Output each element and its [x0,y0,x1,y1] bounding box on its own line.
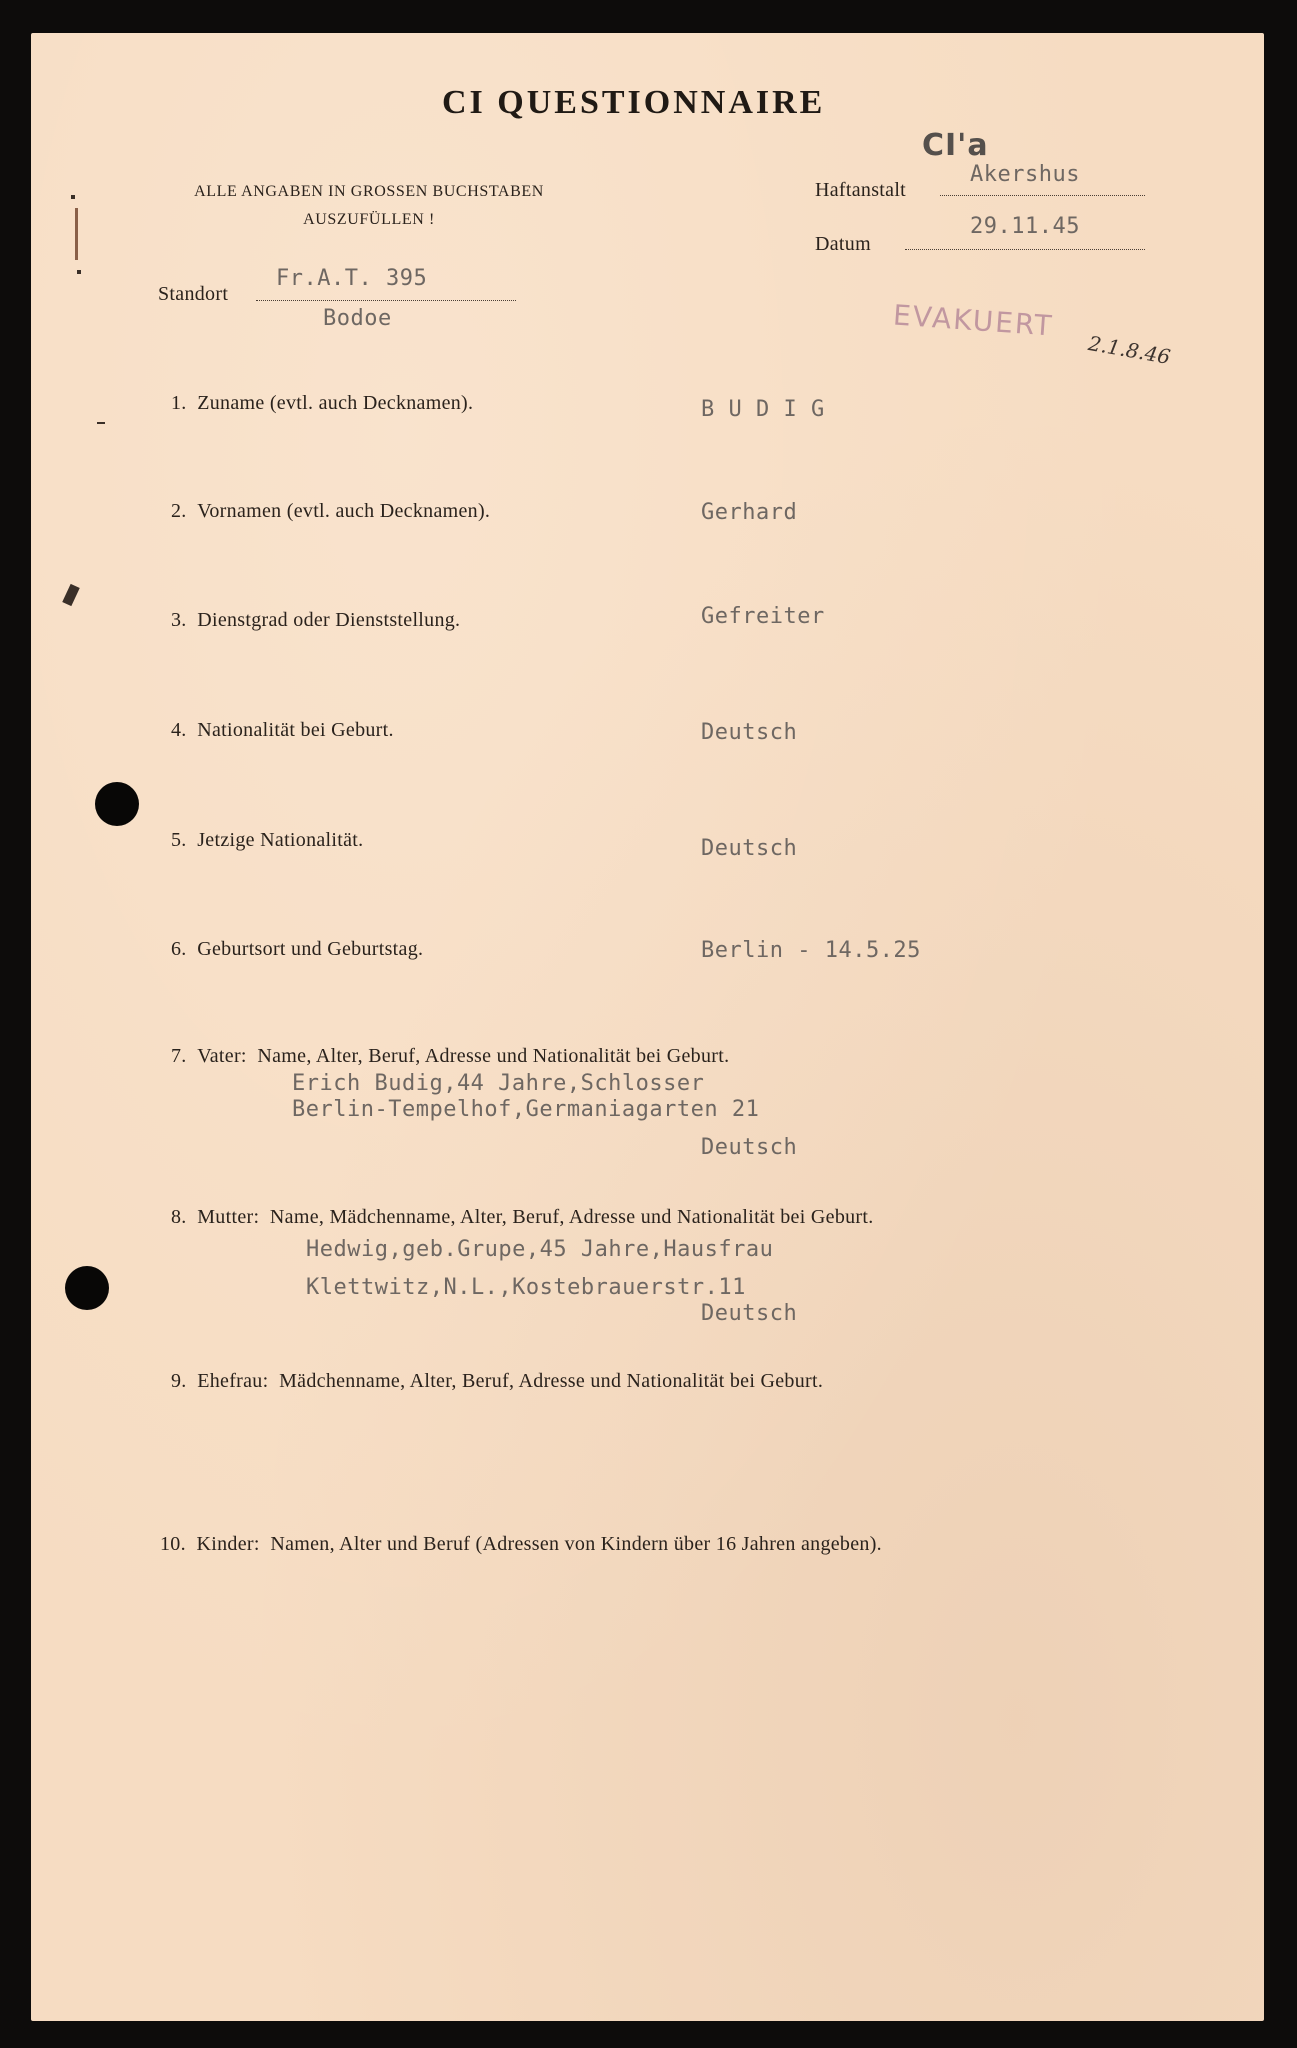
standort-value-line-1: Fr.A.T. 395 [276,266,428,291]
question-6 [171,938,423,961]
instruction-line-1: ALLE ANGABEN IN GROSSEN BUCHSTABEN [194,183,544,200]
question-number: 5. [171,829,187,851]
answer-6-birthplace-date: Berlin - 14.5.25 [701,938,921,963]
datum-value: 29.11.45 [970,214,1080,239]
question-number: 10. [160,1533,186,1555]
question-10 [160,1533,882,1556]
question-key: Mutter: [197,1206,260,1228]
answer-3-rank: Gefreiter [701,604,825,629]
punch-hole-lower [65,1266,109,1310]
form-title: CI QUESTIONNAIRE [442,84,826,121]
question-4 [171,719,394,742]
question-number: 3. [171,609,187,631]
question-number: 2. [171,500,187,522]
question-5 [171,829,363,852]
answer-8-mother-nationality: Deutsch [701,1301,798,1326]
question-label: Name, Alter, Beruf, Adresse und Nationalität bei Geburt. [257,1045,730,1067]
margin-mark [75,208,78,260]
answer-4-birth-nationality: Deutsch [701,720,798,745]
datum-label: Datum [815,233,871,255]
punch-hole-upper [95,782,139,826]
question-number: 6. [171,938,187,960]
question-7 [171,1045,729,1068]
question-label: Vornamen (evtl. auch Decknamen). [197,500,491,522]
instruction-line-2: AUSZUFÜLLEN ! [303,211,435,228]
answer-2-first-name: Gerhard [701,500,798,525]
evakuert-stamp: EVAKUERT [892,298,1055,343]
margin-mark [71,195,75,199]
haftanstalt-label: Haftanstalt [815,179,907,201]
margin-mark [97,422,105,424]
answer-7-father-line-2: Berlin-Tempelhof,Germaniagarten 21 [292,1097,760,1122]
ciq-annotation: CI'a [922,128,989,163]
answer-7-father-nationality: Deutsch [701,1135,798,1160]
answer-5-current-nationality: Deutsch [701,836,798,861]
answer-7-father-line-1: Erich Budig,44 Jahre,Schlosser [292,1071,705,1096]
answer-8-mother-line-1: Hedwig,geb.Grupe,45 Jahre,Hausfrau [306,1237,774,1262]
questionnaire-sheet [31,33,1264,2021]
question-number: 4. [171,719,187,741]
standort-line [256,300,516,301]
question-3 [171,609,460,632]
standort-value-line-2: Bodoe [323,306,392,331]
question-9 [171,1370,823,1393]
datum-line [905,249,1145,250]
question-label: Geburtsort und Geburtstag. [197,938,424,960]
answer-8-mother-line-2: Klettwitz,N.L.,Kostebrauerstr.11 [306,1275,746,1300]
question-label: Jetzige Nationalität. [197,829,364,851]
question-label: Namen, Alter und Beruf (Adressen von Kindern über 16 Jahren angeben). [270,1533,882,1555]
question-2 [171,500,490,523]
question-key: Kinder: [196,1533,260,1555]
question-key: Vater: [197,1045,247,1067]
standort-label: Standort [158,283,229,305]
question-number: 7. [171,1045,187,1067]
answer-1-surname: B U D I G [701,397,825,422]
question-label: Name, Mädchenname, Alter, Beruf, Adresse und Nationalität bei Geburt. [269,1206,874,1228]
question-label: Zuname (evtl. auch Decknamen). [197,392,474,414]
haftanstalt-line [940,195,1145,196]
question-8 [171,1206,874,1229]
question-1 [171,392,473,415]
question-label: Mädchenname, Alter, Beruf, Adresse und Nationalität bei Geburt. [279,1370,824,1392]
question-label: Dienstgrad oder Dienststellung. [197,609,461,631]
question-number: 8. [171,1206,187,1228]
question-number: 1. [171,392,187,414]
stamp-date-handwritten: 2.1.8.46 [1086,331,1173,369]
question-number: 9. [171,1370,187,1392]
question-label: Nationalität bei Geburt. [197,719,394,741]
haftanstalt-value: Akershus [970,162,1080,187]
margin-mark [77,270,81,274]
question-key: Ehefrau: [197,1370,269,1392]
